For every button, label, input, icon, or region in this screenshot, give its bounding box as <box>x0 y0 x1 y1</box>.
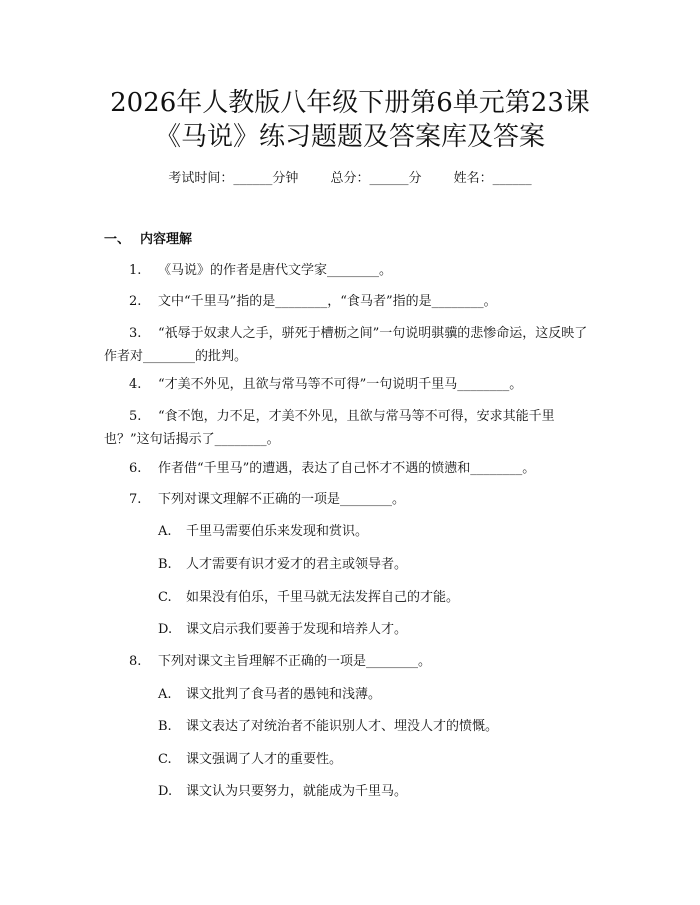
option-label: D. <box>158 784 173 799</box>
question-text: 文中“千里马”指的是________，“食马者”指的是________。 <box>158 294 497 309</box>
option-label: B. <box>158 719 172 734</box>
exam-time-field: 考试时间：______分钟 <box>168 171 299 186</box>
question-7-option-d <box>158 621 598 639</box>
question-text: 《马说》的作者是唐代文学家________。 <box>158 263 393 278</box>
question-text: “祇辱于奴隶人之手，骈死于槽枥之间”一句说明骐骥的悲惨命运，这反映了作者对________的批判。 <box>104 326 588 364</box>
question-number: 5. <box>129 409 142 424</box>
question-8-option-d <box>158 783 598 801</box>
section-number: 一、 <box>104 232 131 247</box>
option-text: 课文认为只要努力，就能成为千里马。 <box>186 784 408 799</box>
section-title: 内容理解 <box>140 232 193 247</box>
question-number: 1. <box>129 263 142 278</box>
question-3 <box>104 322 600 368</box>
option-text: 课文批判了食马者的愚钝和浅薄。 <box>186 687 382 702</box>
question-text: “才美不外见，且欲与常马等不可得”一句说明千里马________。 <box>158 377 523 392</box>
question-number: 3. <box>129 326 142 341</box>
question-number: 8. <box>129 654 142 669</box>
question-number: 7. <box>129 492 142 507</box>
question-text: 下列对课文主旨理解不正确的一项是________。 <box>158 654 432 669</box>
option-text: 课文启示我们要善于发现和培养人才。 <box>186 622 408 637</box>
total-score-field: 总分：______分 <box>330 171 422 186</box>
section-heading <box>104 231 192 249</box>
question-number: 6. <box>129 461 142 476</box>
exam-meta <box>0 170 700 188</box>
option-label: D. <box>158 622 173 637</box>
question-text: 作者借“千里马”的遭遇，表达了自己怀才不遇的愤懑和________。 <box>158 461 536 476</box>
student-name-field: 姓名：______ <box>453 171 532 186</box>
page-title-line-1: 2026年人教版八年级下册第6单元第23课 <box>110 88 590 118</box>
question-8-option-c <box>158 751 598 769</box>
question-8-option-a <box>158 686 598 704</box>
question-7 <box>104 491 604 509</box>
option-text: 人才需要有识才爱才的君主或领导者。 <box>186 557 408 572</box>
question-4 <box>104 376 604 394</box>
question-7-option-a <box>158 523 598 541</box>
question-2 <box>104 293 604 311</box>
option-label: A. <box>158 524 172 539</box>
question-number: 4. <box>129 377 142 392</box>
question-text: 下列对课文理解不正确的一项是________。 <box>158 492 406 507</box>
question-7-option-c <box>158 589 598 607</box>
option-label: C. <box>158 590 172 605</box>
question-7-option-b <box>158 556 598 574</box>
question-8-option-b <box>158 718 598 736</box>
question-text: “食不饱，力不足，才美不外见，且欲与常马等不可得，安求其能千里也？”这句话揭示了________。 <box>104 409 555 447</box>
option-text: 千里马需要伯乐来发现和赏识。 <box>186 524 369 539</box>
option-label: A. <box>158 687 172 702</box>
option-text: 课文表达了对统治者不能识别人才、埋没人才的愤慨。 <box>186 719 499 734</box>
question-5 <box>104 405 600 451</box>
option-label: C. <box>158 752 172 767</box>
question-8 <box>104 653 604 671</box>
question-number: 2. <box>129 294 142 309</box>
question-1 <box>104 262 604 280</box>
option-text: 课文强调了人才的重要性。 <box>186 752 343 767</box>
page-title-line-2: 《马说》练习题题及答案库及答案 <box>154 122 545 152</box>
question-6 <box>104 460 604 478</box>
option-text: 如果没有伯乐，千里马就无法发挥自己的才能。 <box>186 590 460 605</box>
option-label: B. <box>158 557 172 572</box>
